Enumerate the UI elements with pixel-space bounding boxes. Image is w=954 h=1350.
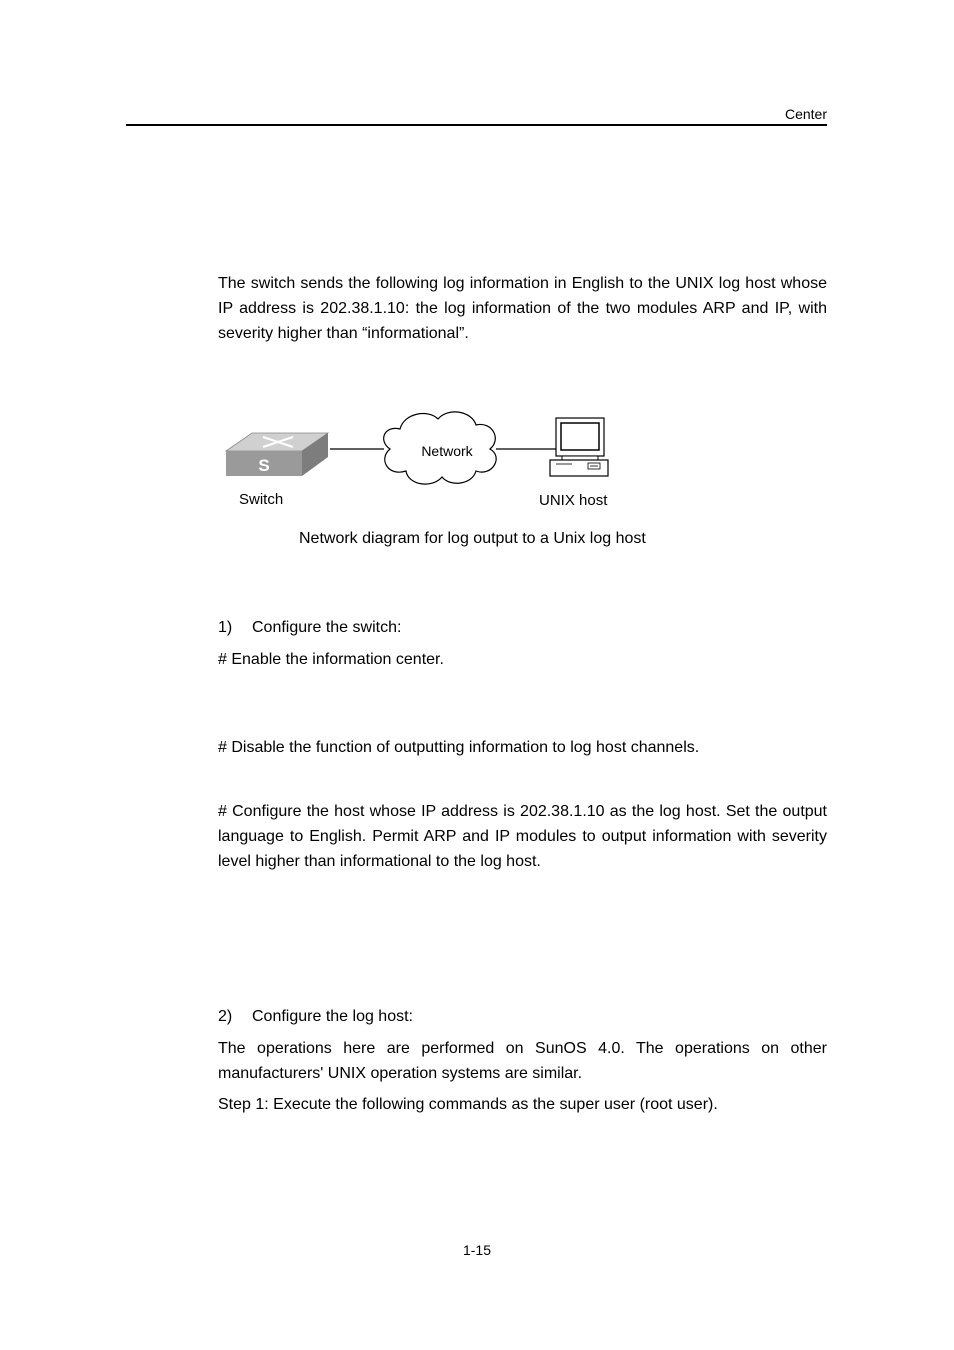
switch-glyph: S (258, 456, 270, 475)
switch-icon (226, 433, 328, 476)
loghost-operations-paragraph: The operations here are performed on SunOS 4.0. The operations on other manufacturers' UNIX operation systems are similar. (218, 1040, 827, 1082)
header-rule (126, 124, 827, 126)
comment-enable: # Enable the information center. (218, 651, 444, 668)
step-number: 2) (218, 1008, 233, 1025)
switch-label: Switch (239, 491, 284, 508)
network-label: Network (421, 443, 473, 459)
intro-paragraph: The switch sends the following log information in English to the UNIX log host whose IP address is 202.38.1.10: the log information of the two modules ARP and IP, with severity higher than “informational”. (218, 275, 827, 342)
step-1 (218, 618, 401, 638)
header-section-title: Center (784, 106, 827, 122)
step-text: Configure the switch: (252, 619, 402, 636)
figure-caption: Network diagram for log output to a Unix log host (299, 530, 646, 547)
unix-host-label: UNIX host (539, 492, 608, 509)
comment-configure-loghost: # Configure the host whose IP address is 202.38.1.10 as the log host. Set the output language to English. Permit ARP and IP modules to output information with severity level higher than informational to the log host. (218, 803, 827, 870)
network-cloud-icon (384, 412, 497, 484)
comment-disable: # Disable the function of outputting information to log host channels. (218, 739, 700, 756)
step-text: Configure the log host: (252, 1008, 413, 1025)
page-number: 1-15 (462, 1242, 492, 1258)
step-2 (218, 1007, 413, 1027)
loghost-step1: Step 1: Execute the following commands as the super user (root user). (218, 1096, 718, 1113)
step-number: 1) (218, 619, 233, 636)
network-diagram (218, 405, 638, 520)
unix-host-computer-icon (550, 418, 608, 476)
